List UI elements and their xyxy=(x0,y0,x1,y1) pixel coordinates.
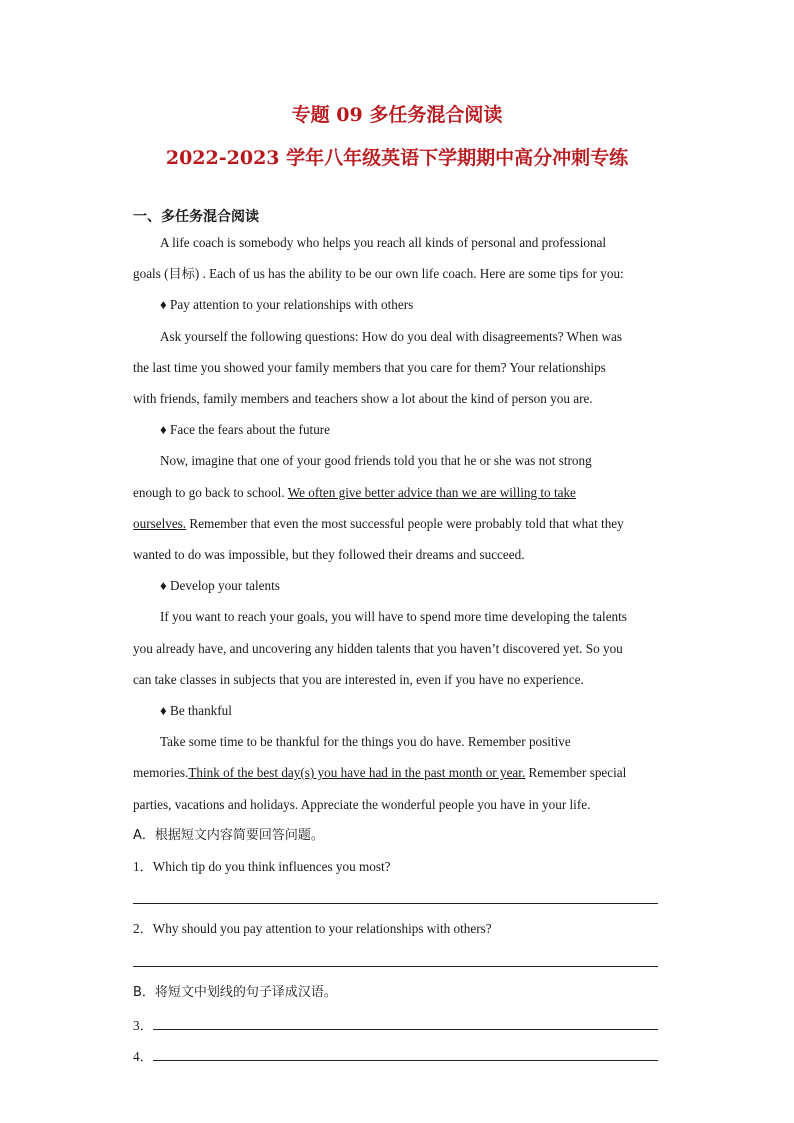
tip-heading: ♦ Develop your talents xyxy=(160,578,280,593)
passage-line xyxy=(133,765,658,781)
passage-line: with friends, family members and teachers show a lot about the kind of person you are. xyxy=(133,391,593,406)
question-3-number: 3． xyxy=(133,1018,153,1033)
answer-line-2[interactable] xyxy=(133,966,658,967)
passage-line: Ask yourself the following questions: How do you deal with disagreements? When was xyxy=(160,329,622,344)
passage-line: Take some time to be thankful for the things you do have. Remember positive xyxy=(160,734,571,749)
underlined-sentence-1-end: ourselves. xyxy=(133,516,187,531)
passage-line xyxy=(133,516,658,532)
answer-line-4[interactable] xyxy=(153,1060,658,1061)
passage-line: goals (目标) . Each of us has the ability to be our own life coach. Here are some tips for you: xyxy=(133,266,624,281)
task-b-heading: B．将短文中划线的句子译成汉语。 xyxy=(133,985,337,1000)
passage-line: you already have, and uncovering any hidden talents that you haven’t discovered yet. So you xyxy=(133,641,623,656)
tip-heading: ♦ Be thankful xyxy=(160,703,232,718)
passage-line: parties, vacations and holidays. Appreciate the wonderful people you have in your life. xyxy=(133,797,591,812)
passage-text: Remember special xyxy=(525,765,627,780)
passage-line xyxy=(133,485,658,501)
passage-line: Now, imagine that one of your good friends told you that he or she was not strong xyxy=(160,453,592,468)
passage-line: the last time you showed your family members that you care for them? Your relationships xyxy=(133,360,606,375)
tip-heading: ♦ Pay attention to your relationships with others xyxy=(160,297,414,312)
passage-text: memories. xyxy=(133,765,189,780)
passage-text: Remember that even the most successful people were probably told that what they xyxy=(186,516,624,531)
passage-line: can take classes in subjects that you are interested in, even if you have no experience. xyxy=(133,672,584,687)
task-a-heading: A．根据短文内容简要回答问题。 xyxy=(133,828,324,843)
question-4-number: 4． xyxy=(133,1049,153,1064)
passage-text: enough to go back to school. xyxy=(133,485,288,500)
answer-line-1[interactable] xyxy=(133,903,658,904)
section-heading: 一、多任务混合阅读 xyxy=(133,209,259,225)
underlined-sentence-1: We often give better advice than we are willing to take xyxy=(287,485,576,500)
tip-heading: ♦ Face the fears about the future xyxy=(160,422,331,437)
question-2: 2．Why should you pay attention to your relationships with others? xyxy=(133,921,492,936)
answer-line-3[interactable] xyxy=(153,1029,658,1030)
passage-line: wanted to do was impossible, but they followed their dreams and succeed. xyxy=(133,547,525,562)
question-1: 1．Which tip do you think influences you most? xyxy=(133,859,391,874)
page-subtitle: 2022-2023 学年八年级英语下学期期中高分冲刺专练 xyxy=(165,147,629,169)
passage-line: If you want to reach your goals, you will have to spend more time developing the talents xyxy=(160,609,627,624)
passage-line: A life coach is somebody who helps you reach all kinds of personal and professional xyxy=(160,235,607,250)
page-title: 专题 09 多任务混合阅读 xyxy=(291,104,503,126)
underlined-sentence-2: Think of the best day(s) you have had in the past month or year. xyxy=(188,765,526,780)
